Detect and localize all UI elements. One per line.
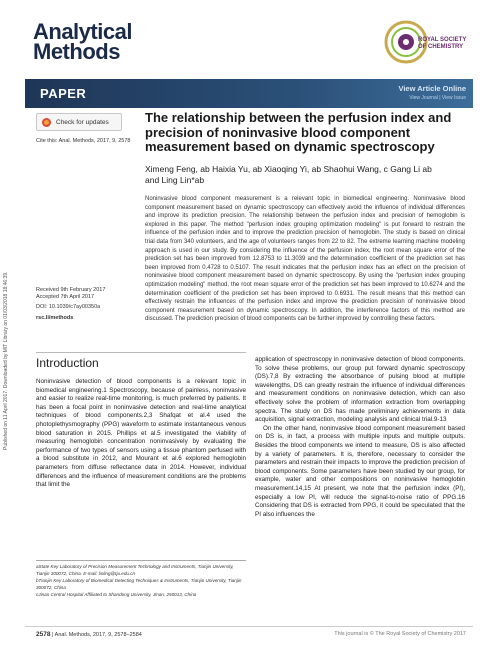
- citation-line: Cite this: Anal. Methods, 2017, 9, 2578: [36, 138, 131, 144]
- page-number: 2578: [36, 631, 51, 638]
- journal-title: Analytical Methods: [33, 19, 132, 64]
- footnote: cJinan Central Hospital Affiliated to Shandong University, Jinan, 250013, China: [36, 592, 197, 597]
- body-column-left: [36, 378, 246, 490]
- paragraph: On the other hand, noninvasive blood component measurement based on DS is, in fact, a process with multiple inputs and multiple outputs. Besides the blood components we intend to measure, DS is also affected by a variety of parameters. It is, therefore, necessary to consider the parameters and restrain their impacts to improve the prediction precision of blood components. Some parameters have been studied by our group, for example, water and other compositions on noninvasive hemoglobin measurement.14,15 At present, we note that the perfusion index (PI), especially a low PI, will reduce the signal-to-noise ratio of PPG.16 Considering that DS is extracted from PPG, it could be speculated that the PI also influences the: [255, 424, 465, 518]
- footnote: aState Key Laboratory of Precision Measurement Technology and Instruments, Tianjin University, Tianjin 300072, China. E-mail: linling@tju.edu.cn: [36, 564, 234, 576]
- copyright-notice: This journal is © The Royal Society of Chemistry 2017: [334, 631, 466, 637]
- article-title: The relationship between the perfusion index and precision of noninvasive blood component measurement based on dynamic spectroscopy: [145, 110, 452, 154]
- article-dates: [36, 287, 105, 302]
- received-date: Received 9th February 2017: [36, 287, 106, 293]
- crossmark-icon: [42, 118, 51, 127]
- authors-line-1: Ximeng Feng, ab Haixia Yu, ab Xiaoqing Yi, ab Shaohui Wang, c Gang Li ab: [145, 164, 432, 174]
- accepted-date: Accepted 7th April 2017: [36, 294, 95, 301]
- view-journal-issue-links[interactable]: View Journal | View Issue: [409, 95, 466, 101]
- journal-url-link[interactable]: rsc.li/methods: [36, 315, 74, 321]
- page-footer-left: 2578 | Anal. Methods, 2017, 9, 2578–2584: [36, 631, 142, 638]
- doi-link[interactable]: DOI: 10.1039/c7ay00350a: [36, 304, 101, 310]
- check-for-updates-label: Check for updates: [56, 118, 109, 126]
- paragraph: Noninvasive detection of blood components is a relevant topic in biomedical engineering.1 Spectroscopy, because of painless, noninvasive and easier to realize real-time monitoring, is much preferred by patients. It has been a focal point in noninvasive detection and real-time analytical techniques of blood components.2,3 Shafqat et al.4 used the photoplethysmography (PPG) waveform to estimate instantaneous venous blood saturation in 2015. Phillips et al.5 investigated the viability of measuring hemoglobin concentration noninvasively by evaluating the performance of two types of sensors using a tissue phantom perfused with a blood substitute in 2012, and Mourant et al.6 explored hemoglobin parameters from diffuse reflectance data in 2014. However, individual differences and the influence of measurement conditions are the problems that limit the: [36, 378, 246, 489]
- footer-divider: [25, 626, 473, 627]
- footnote-divider: [36, 560, 246, 561]
- section-heading-introduction: Introduction: [36, 356, 99, 370]
- authors-line-2: and Ling Lin*ab: [145, 175, 205, 185]
- view-article-online-link[interactable]: View Article Online: [398, 84, 466, 93]
- affiliation-footnotes: [36, 563, 246, 598]
- footnote: bTianjin Key Laboratory of Biomedical Detecting Techniques & Instruments, Tianjin University, Tianjin 300072, China: [36, 578, 242, 590]
- body-column-right: [255, 356, 465, 519]
- download-watermark: Published on 11 April 2017. Downloaded by MIT Library on 01/03/2018 18:46:39.: [3, 271, 9, 450]
- article-type-label: PAPER: [40, 86, 87, 101]
- check-for-updates-button[interactable]: [36, 113, 122, 131]
- publisher-name: ROYAL SOCIETY OF CHEMISTRY: [418, 37, 467, 50]
- section-divider: [36, 352, 246, 353]
- abstract: Noninvasive blood component measurement is a relevant topic in biomedical engineering. Noninvasive blood component measurement based on dynamic spectroscopy can effectively avoid the influence of individual differences and improve its prediction precision. The relationship between the perfusion index and precision of hemoglobin is explored in this paper. The method "perfusion index grouping optimization modeling" is put forward to restrain the influence of the perfusion index and to improve the prediction precision of hemoglobin. The study is based on clinical trial data from 340 volunteers, and the age of volunteers ranges from 22 to 82. The extreme learning machine modeling approach is used in our study. By considering the influence of the perfusion index, the root mean square error of the prediction set has been improved from 12.8753 to 11.3039 and the determination coefficient of the prediction set has been improved from 0.4728 to 0.5107. The result indicates that the perfusion index has an effect on the precision of noninvasive blood component measurement based on dynamic spectroscopy. By using the "perfusion index grouping optimization modeling" method, the root mean square error of the prediction set has been improved to 10.6274 and the determination coefficient of the prediction set has been improved to 0.6931. The result means that this method can effectively restrain the influences of the perfusion index and improve the prediction precision of noninvasive blood component measurement based on dynamic spectroscopy. In addition, the interference factors of this method are discussed. The prediction precision of blood components can be further improved by controlling these factors.: [145, 196, 465, 323]
- footer-citation: Anal. Methods, 2017, 9, 2578–2584: [54, 632, 142, 638]
- paragraph: application of spectroscopy in noninvasive detection of blood components. To solve these problems, our group put forward dynamic spectroscopy (DS).7,8 By extracting the absorbance of pulsing blood at multiple wavelengths, DS can greatly restrain the influence of individual differences and measurement conditions on noninvasive detection, which can also effectively solve the problem of information extraction from overlapping spectra. The study on DS has made preliminary achievements in data acquisition, signal extraction, modeling analysis and clinical trial.9-13: [255, 356, 465, 424]
- author-list: [145, 164, 465, 186]
